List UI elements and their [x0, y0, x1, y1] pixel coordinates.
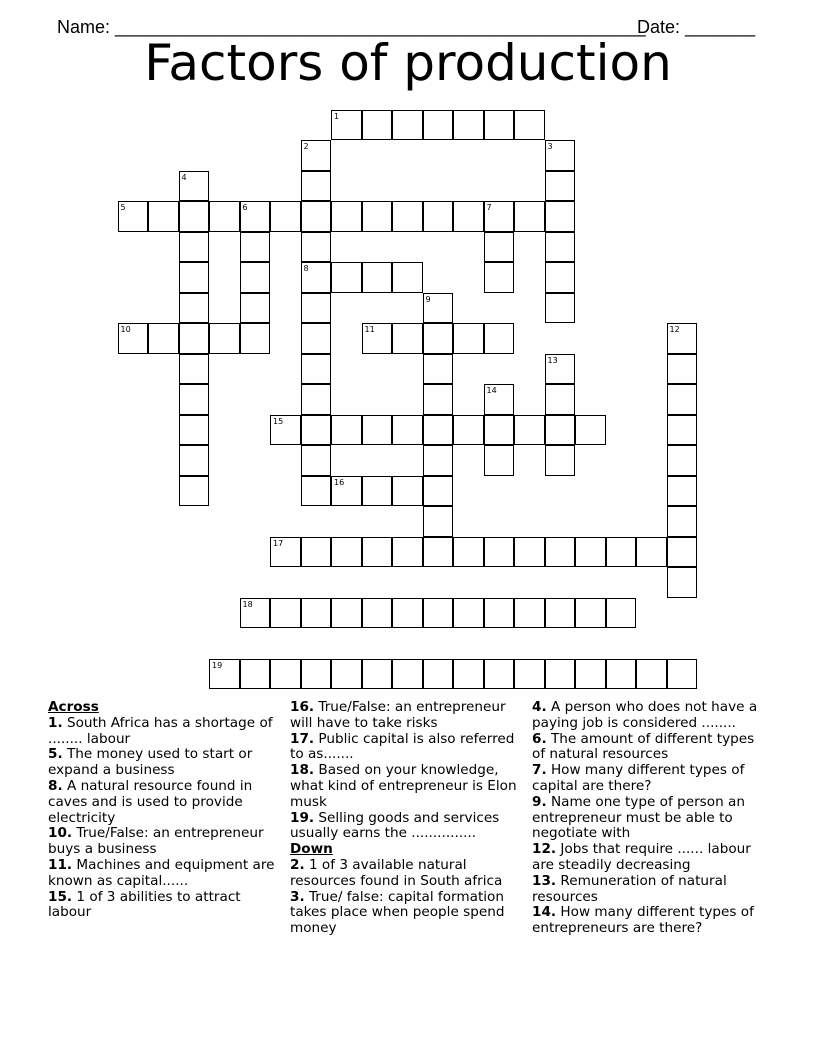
grid-cell[interactable] [423, 384, 454, 415]
cell-number: 4 [181, 172, 187, 182]
cell-number: 6 [242, 203, 248, 212]
clue-text: True/ false: capital formation takes place when people spend money [290, 888, 505, 937]
clue-number: 6. [532, 730, 547, 747]
grid-cell[interactable] [392, 598, 423, 629]
grid-cell[interactable] [423, 476, 454, 507]
grid-cell[interactable] [514, 201, 545, 232]
cell-number: 11 [364, 325, 375, 334]
grid-cell[interactable] [423, 110, 454, 141]
grid-cell[interactable] [545, 171, 576, 202]
cell-number: 10 [120, 325, 131, 334]
grid-cell[interactable] [667, 323, 698, 354]
across-heading: Across [48, 699, 99, 715]
clue-text: How many different types of entrepreneurs are there? [532, 904, 754, 937]
cell-number: 5 [120, 203, 126, 212]
grid-cell[interactable] [301, 537, 332, 568]
grid-cell[interactable] [179, 445, 210, 476]
cell-number: 19 [212, 660, 223, 670]
grid-cell[interactable] [453, 323, 484, 354]
grid-cell[interactable] [392, 110, 423, 141]
name-label: Name: [57, 17, 116, 37]
grid-cell[interactable] [545, 384, 576, 415]
grid-cell[interactable] [392, 201, 423, 232]
grid-cell[interactable] [118, 201, 149, 232]
across-clue [48, 779, 284, 826]
grid-cell[interactable] [514, 415, 545, 446]
clues-column-3 [532, 700, 768, 937]
clue-number: 4. [532, 699, 547, 715]
grid-cell[interactable] [575, 537, 606, 568]
grid-cell[interactable] [484, 598, 515, 629]
name-line[interactable]: _____________________________________________________ [115, 17, 646, 37]
grid-cell[interactable] [392, 659, 423, 690]
grid-cell[interactable] [240, 323, 271, 354]
grid-cell[interactable] [484, 201, 515, 232]
grid-cell[interactable] [545, 659, 576, 690]
clue-text: 1 of 3 abilities to attract labour [48, 888, 241, 921]
grid-cell[interactable] [270, 598, 301, 629]
clue-number: 8. [48, 777, 63, 794]
clues-column-2 [290, 700, 526, 937]
cell-number: 14 [486, 386, 497, 395]
cell-number: 13 [547, 355, 558, 365]
grid-cell[interactable] [392, 415, 423, 446]
clue-number: 13. [532, 872, 557, 889]
cell-number: 12 [669, 325, 680, 334]
grid-cell[interactable] [667, 384, 698, 415]
grid-cell[interactable] [514, 110, 545, 141]
down-clue [532, 905, 768, 937]
grid-cell[interactable] [606, 598, 637, 629]
clue-number: 19. [290, 809, 315, 826]
grid-cell[interactable] [301, 476, 332, 507]
grid-cell[interactable] [667, 659, 698, 690]
grid-cell[interactable] [270, 201, 301, 232]
grid-cell[interactable] [667, 415, 698, 446]
grid-cell[interactable] [179, 476, 210, 507]
across-clue [48, 858, 284, 890]
grid-cell[interactable] [301, 140, 332, 171]
grid-cell[interactable] [301, 354, 332, 385]
grid-cell[interactable] [423, 506, 454, 537]
grid-cell[interactable] [667, 476, 698, 507]
grid-cell[interactable] [484, 445, 515, 476]
cell-number: 9 [425, 294, 431, 304]
grid-cell[interactable] [270, 537, 301, 568]
grid-cell[interactable] [545, 140, 576, 171]
grid-cell[interactable] [301, 201, 332, 232]
clue-text: Machines and equipment are known as capital...... [48, 856, 275, 889]
down-clue [532, 732, 768, 764]
grid-cell[interactable] [179, 201, 210, 232]
grid-cell[interactable] [362, 537, 393, 568]
grid-cell[interactable] [484, 384, 515, 415]
grid-cell[interactable] [362, 659, 393, 690]
clue-text: True/False: an entrepreneur buys a business [48, 825, 264, 858]
grid-cell[interactable] [209, 323, 240, 354]
grid-cell[interactable] [179, 293, 210, 324]
clue-number: 15. [48, 888, 73, 905]
grid-cell[interactable] [240, 262, 271, 293]
grid-cell[interactable] [545, 537, 576, 568]
grid-cell[interactable] [423, 537, 454, 568]
grid-cell[interactable] [179, 232, 210, 263]
grid-cell[interactable] [362, 415, 393, 446]
grid-cell[interactable] [667, 506, 698, 537]
clue-number: 11. [48, 856, 73, 873]
cell-number: 17 [273, 538, 284, 548]
cell-number: 3 [547, 142, 553, 151]
grid-cell[interactable] [606, 659, 637, 690]
grid-cell[interactable] [636, 659, 667, 690]
grid-cell[interactable] [301, 293, 332, 324]
grid-cell[interactable] [362, 201, 393, 232]
cell-number: 15 [273, 416, 284, 426]
grid-cell[interactable] [575, 415, 606, 446]
grid-cell[interactable] [331, 659, 362, 690]
across-clue [48, 890, 284, 922]
grid-cell[interactable] [240, 232, 271, 263]
down-clue [532, 874, 768, 906]
grid-cell[interactable] [423, 201, 454, 232]
down-clue [532, 763, 768, 795]
clue-text: True/False: an entrepreneur will have to take risks [290, 699, 506, 731]
grid-cell[interactable] [362, 262, 393, 293]
grid-cell[interactable] [331, 262, 362, 293]
clue-number: 14. [532, 904, 557, 921]
grid-cell[interactable] [301, 171, 332, 202]
clue-text: The amount of different types of natural resources [532, 730, 755, 763]
grid-cell[interactable] [301, 262, 332, 293]
grid-cell[interactable] [484, 415, 515, 446]
grid-cell[interactable] [148, 201, 179, 232]
clue-text: The money used to start or expand a business [48, 746, 253, 779]
grid-cell[interactable] [423, 659, 454, 690]
grid-cell[interactable] [392, 476, 423, 507]
grid-cell[interactable] [667, 537, 698, 568]
grid-cell[interactable] [545, 293, 576, 324]
grid-cell[interactable] [484, 659, 515, 690]
grid-cell[interactable] [453, 537, 484, 568]
grid-cell[interactable] [179, 323, 210, 354]
grid-cell[interactable] [179, 384, 210, 415]
cell-number: 16 [334, 477, 345, 487]
grid-cell[interactable] [545, 598, 576, 629]
clue-text: Public capital is also referred to as....... [290, 730, 515, 763]
grid-cell[interactable] [209, 201, 240, 232]
clue-number: 17. [290, 730, 315, 747]
across-clue [290, 811, 526, 843]
grid-cell[interactable] [514, 659, 545, 690]
grid-cell[interactable] [545, 262, 576, 293]
clue-number: 5. [48, 746, 63, 763]
clue-number: 3. [290, 888, 305, 905]
grid-cell[interactable] [484, 110, 515, 141]
date-line[interactable]: _______ [685, 17, 756, 37]
grid-cell[interactable] [514, 598, 545, 629]
grid-cell[interactable] [209, 659, 240, 690]
grid-cell[interactable] [362, 110, 393, 141]
date-label: Date: [637, 17, 686, 37]
grid-cell[interactable] [423, 323, 454, 354]
cell-number: 1 [334, 111, 340, 121]
grid-cell[interactable] [301, 384, 332, 415]
down-clue [290, 858, 526, 890]
clue-number: 10. [48, 825, 73, 842]
grid-cell[interactable] [575, 598, 606, 629]
cell-number: 8 [303, 264, 309, 273]
grid-cell[interactable] [667, 445, 698, 476]
grid-cell[interactable] [392, 262, 423, 293]
grid-cell[interactable] [240, 201, 271, 232]
grid-cell[interactable] [484, 232, 515, 263]
grid-cell[interactable] [606, 537, 637, 568]
clue-number: 16. [290, 699, 315, 715]
cell-number: 18 [242, 599, 253, 609]
grid-cell[interactable] [331, 110, 362, 141]
clue-text: A natural resource found in caves and is used to provide electricity [48, 777, 253, 826]
grid-cell[interactable] [240, 293, 271, 324]
clue-text: Based on your knowledge, what kind of entrepreneur is Elon musk [290, 762, 517, 810]
grid-cell[interactable] [240, 598, 271, 629]
grid-cell[interactable] [575, 659, 606, 690]
clue-number: 1. [48, 714, 63, 731]
grid-cell[interactable] [453, 201, 484, 232]
grid-cell[interactable] [179, 354, 210, 385]
down-clue [532, 842, 768, 874]
clue-text: Jobs that require ...... labour are steadily decreasing [532, 841, 751, 873]
down-clue [532, 700, 768, 732]
grid-cell[interactable] [301, 323, 332, 354]
grid-cell[interactable] [514, 537, 545, 568]
clue-text: Name one type of person an entrepreneur must be able to negotiate with [532, 793, 745, 842]
grid-cell[interactable] [484, 323, 515, 354]
grid-cell[interactable] [331, 537, 362, 568]
across-clue [48, 716, 284, 748]
across-clue [48, 747, 284, 779]
grid-cell[interactable] [423, 445, 454, 476]
grid-cell[interactable] [392, 537, 423, 568]
grid-cell[interactable] [453, 110, 484, 141]
across-clue [290, 763, 526, 810]
grid-cell[interactable] [545, 354, 576, 385]
down-heading: Down [290, 841, 333, 858]
grid-cell[interactable] [148, 323, 179, 354]
grid-cell[interactable] [179, 262, 210, 293]
down-clue [532, 795, 768, 842]
grid-cell[interactable] [545, 445, 576, 476]
page-title: Factors of production [144, 34, 672, 92]
across-clue [290, 700, 526, 732]
clue-text: How many different types of capital are there? [532, 762, 745, 794]
grid-cell[interactable] [667, 354, 698, 385]
grid-cell[interactable] [270, 415, 301, 446]
grid-cell[interactable] [392, 323, 423, 354]
grid-cell[interactable] [423, 354, 454, 385]
grid-cell[interactable] [362, 598, 393, 629]
grid-cell[interactable] [331, 598, 362, 629]
clue-number: 18. [290, 762, 315, 779]
clue-text: A person who does not have a paying job is considered ........ [532, 699, 758, 731]
grid-cell[interactable] [453, 598, 484, 629]
grid-cell[interactable] [545, 415, 576, 446]
clue-number: 9. [532, 793, 547, 810]
grid-cell[interactable] [545, 232, 576, 263]
grid-cell[interactable] [301, 415, 332, 446]
grid-cell[interactable] [301, 445, 332, 476]
grid-cell[interactable] [331, 415, 362, 446]
grid-cell[interactable] [240, 659, 271, 690]
grid-cell[interactable] [636, 537, 667, 568]
grid-cell[interactable] [423, 415, 454, 446]
grid-cell[interactable] [667, 567, 698, 598]
clue-number: 7. [532, 762, 547, 779]
clue-text: Selling goods and services usually earns the ............... [290, 809, 500, 842]
grid-cell[interactable] [331, 201, 362, 232]
across-clue [48, 826, 284, 858]
clue-text: South Africa has a shortage of ........ labour [48, 714, 273, 747]
clue-text: Remuneration of natural resources [532, 872, 727, 905]
grid-cell[interactable] [545, 201, 576, 232]
grid-cell[interactable] [423, 598, 454, 629]
cell-number: 2 [303, 142, 309, 151]
grid-cell[interactable] [484, 537, 515, 568]
grid-cell[interactable] [179, 171, 210, 202]
grid-cell[interactable] [301, 598, 332, 629]
grid-cell[interactable] [301, 659, 332, 690]
down-clue [290, 890, 526, 937]
cell-number: 7 [486, 203, 492, 212]
grid-cell[interactable] [270, 659, 301, 690]
across-clue [290, 732, 526, 764]
grid-cell[interactable] [118, 323, 149, 354]
grid-cell[interactable] [453, 659, 484, 690]
clue-text: 1 of 3 available natural resources found in South africa [290, 856, 503, 889]
grid-cell[interactable] [331, 476, 362, 507]
grid-cell[interactable] [423, 293, 454, 324]
grid-cell[interactable] [453, 415, 484, 446]
grid-cell[interactable] [179, 415, 210, 446]
clue-number: 12. [532, 841, 557, 858]
grid-cell[interactable] [362, 323, 393, 354]
grid-cell[interactable] [362, 476, 393, 507]
clues-column-1 [48, 700, 284, 921]
clue-number: 2. [290, 856, 305, 873]
grid-cell[interactable] [484, 262, 515, 293]
grid-cell[interactable] [301, 232, 332, 263]
